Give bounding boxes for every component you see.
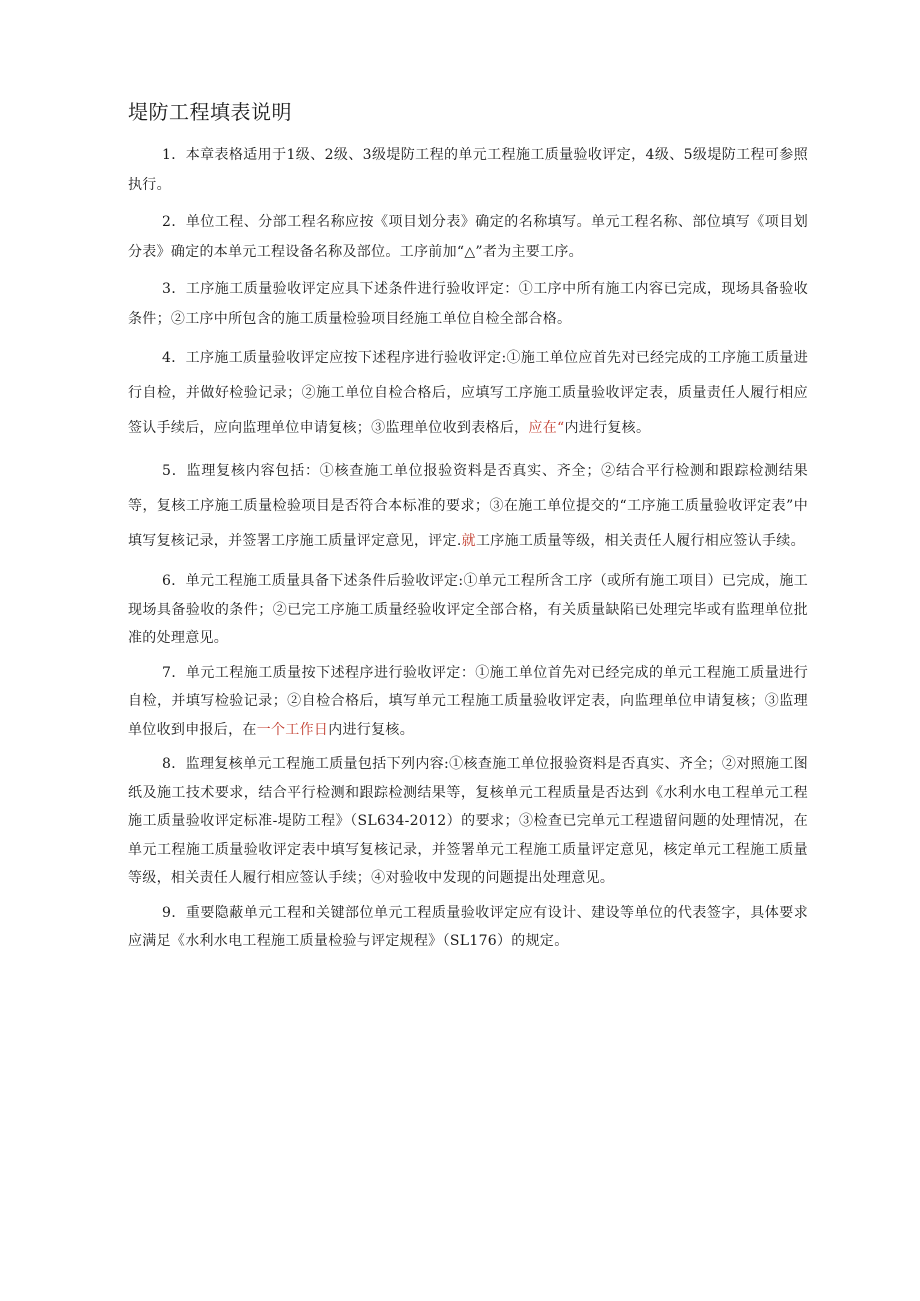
instruction-item-4-highlight: 应在“	[528, 420, 565, 436]
instruction-item-7	[128, 659, 808, 745]
instruction-item-7-text-end: 内进行复核。	[328, 721, 415, 738]
instruction-item-5-text: 5．监理复核内容包括：①核查施工单位报验资料是否真实、齐全；②结合平行检测和跟踪检测结果等，复核工序施工质量检验项目是否符合本标准的要求；③在施工单位提交的“工序施工质量验收评定表”中填写复核记录，并签署工序施工质量评定意见，评定.	[128, 463, 808, 549]
instruction-item-5-highlight: 就	[461, 533, 476, 549]
instruction-item-2: 2．单位工程、分部工程名称应按《项目划分表》确定的名称填写。单元工程名称、部位填写《项目划分表》确定的本单元工程设备名称及部位。工序前加“△”者为主要工序。	[128, 214, 808, 260]
instruction-item-4-text-end: 内进行复核。	[564, 420, 651, 436]
page-title: 堤防工程填表说明	[128, 100, 292, 124]
instruction-item-1: 1．本章表格适用于1级、2级、3级堤防工程的单元工程施工质量验收评定，4级、5级堤防工程可参照执行。	[128, 147, 808, 193]
instructions-body	[128, 140, 808, 962]
instruction-item-6: 6．单元工程施工质量具备下述条件后验收评定:①单元工程所含工序（或所有施工项目）已完成，施工现场具备验收的条件；②已完工序施工质量经验收评定全部合格，有关质量缺陷已处理完毕或有监理单位批准的处理意见。	[128, 573, 808, 646]
instruction-item-3: 3．工序施工质量验收评定应具下述条件进行验收评定：①工序中所有施工内容已完成，现场具备验收条件；②工序中所包含的施工质量检验项目经施工单位自检全部合格。	[128, 281, 808, 327]
instruction-item-8: 8．监理复核单元工程施工质量包括下列内容:①核查施工单位报验资料是否真实、齐全；②对照施工图纸及施工技术要求，结合平行检测和跟踪检测结果等，复核单元工程质量是否达到《水利水电工程单元工程施工质量验收评定标准-堤防工程》（SL634-2012）的要求；③检查已完单元工程遗留问题的处理情况，在单元工程施工质量验收评定表中填写复核记录，并签署单元工程施工质量评定意见，核定单元工程施工质量等级，相关责任人履行相应签认手续；④对验收中发现的问题提出处理意见。	[128, 756, 808, 886]
instruction-item-5-text-end: 工序施工质量等级，相关责任人履行相应签认手续。	[475, 533, 805, 549]
instruction-item-4-text: 4．工序施工质量验收评定应按下述程序进行验收评定:①施工单位应首先对已经完成的工序施工质量进行自检，并做好检验记录；②施工单位自检合格后，应填写工序施工质量验收评定表，质量责任人履行相应签认手续后，应向监理单位申请复核；③监理单位收到表格后，	[128, 350, 808, 436]
instruction-item-5	[128, 454, 808, 559]
instruction-item-9: 9．重要隐蔽单元工程和关键部位单元工程质量验收评定应有设计、建设等单位的代表签字，具体要求应满足《水利水电工程施工质量检验与评定规程》（SL176）的规定。	[128, 904, 808, 949]
instruction-item-7-highlight: 一个工作日	[256, 721, 329, 738]
instruction-item-7-text: 7．单元工程施工质量按下述程序进行验收评定：①施工单位首先对已经完成的单元工程施工质量进行自检，并填写检验记录；②自检合格后，填写单元工程施工质量验收评定表，向监理单位申请复核；③监理单位收到申报后，在	[128, 664, 808, 738]
instruction-item-4	[128, 341, 808, 446]
